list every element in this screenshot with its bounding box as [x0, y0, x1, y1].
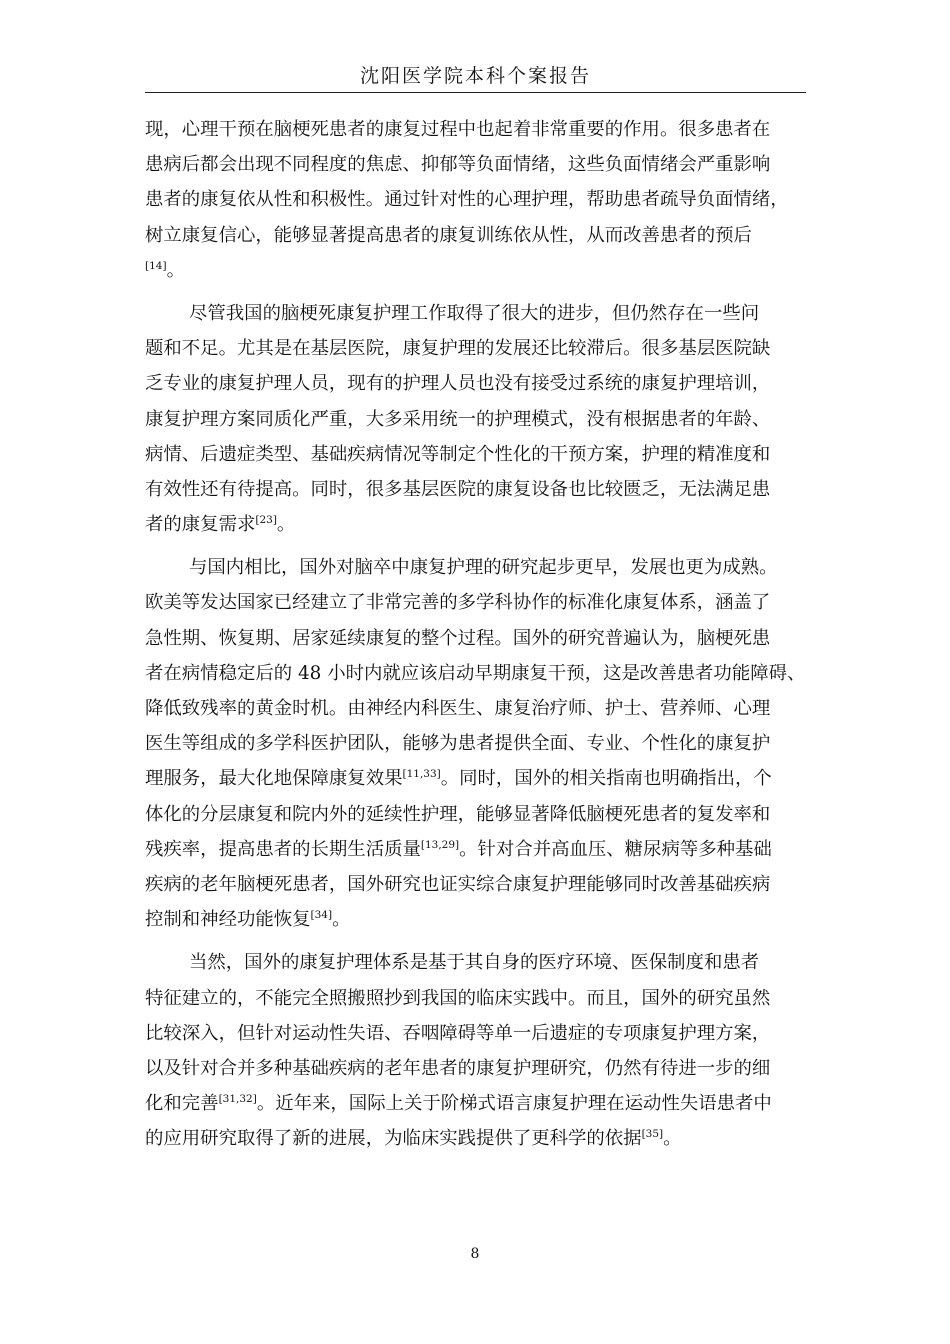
text-line: [145, 550, 810, 585]
paragraph: [145, 296, 810, 542]
text-run: 体化的分层康复和院内外的延续性护理，能够显著降低脑梗死患者的复发率和: [145, 803, 771, 825]
report-body: [145, 112, 810, 1156]
text-run: 有效性还有待提高。同时，很多基层医院的康复设备也比较匮乏，无法满足患: [145, 478, 771, 500]
text-run: 。: [332, 909, 351, 931]
paragraph-gap: [145, 937, 810, 945]
citation-superscript: [14]: [145, 259, 167, 272]
text-run: 与国内相比，国外对脑卒中康复护理的研究起步更早，发展也更为成熟。: [189, 557, 778, 579]
text-line: [145, 437, 810, 472]
text-line: [145, 797, 810, 832]
text-line: [145, 218, 810, 253]
text-line: [145, 147, 810, 182]
text-run: 患病后都会出现不同程度的焦虑、抑郁等负面情绪，这些负面情绪会严重影响: [145, 154, 771, 176]
text-run: 降低致残率的黄金时机。由神经内科医生、康复治疗师、护士、营养师、心理: [145, 698, 771, 719]
text-run: 患者的康复依从性和积极性。通过针对性的心理护理，帮助患者疏导负面情绪，: [145, 189, 789, 211]
text-line: [145, 761, 810, 796]
text-run: 的应用研究取得了新的进展，为临床实践提供了更科学的依据: [145, 1128, 642, 1150]
text-line: [145, 253, 810, 288]
text-run: 树立康复信心，能够显著提高患者的康复训练依从性，从而改善患者的预后: [145, 224, 752, 246]
text-line: [145, 981, 810, 1016]
text-run: 控制和神经功能恢复: [145, 909, 311, 931]
text-run: 以及针对合并多种基础疾病的老年患者的康复护理研究，仍然有待进一步的细: [145, 1057, 771, 1079]
citation-superscript: [13,29]: [420, 838, 460, 851]
paragraph: [145, 945, 810, 1156]
text-run: 乏专业的康复护理人员，现有的护理人员也没有接受过系统的康复护理培训，: [145, 373, 771, 395]
text-run: 。: [276, 514, 296, 536]
text-run: 者的康复需求: [145, 514, 256, 536]
text-run: 比较深入，但针对运动性失语、吞咽障碍等单一后遗症的专项康复护理方案，: [145, 1022, 771, 1044]
citation-superscript: [35]: [641, 1128, 664, 1141]
text-line: [145, 1086, 810, 1121]
text-line: [145, 402, 810, 437]
text-run: 。: [663, 1128, 682, 1150]
text-line: [145, 867, 810, 902]
text-run: 病情、后遗症类型、基础疾病情况等制定个性化的干预方案，护理的精准度和: [145, 443, 771, 465]
citation-superscript: [31,32]: [218, 1093, 257, 1106]
text-run: 理服务，最大化地保障康复效果: [145, 768, 403, 790]
text-run: 疾病的老年脑梗死患者，国外研究也证实综合康复护理能够同时改善基础疾病: [145, 873, 771, 895]
text-run: 医生等组成的多学科医护团队，能够为患者提供全面、专业、个性化的康复护: [145, 733, 771, 755]
text-line: [145, 182, 810, 217]
text-run: 题和不足。尤其是在基层医院，康复护理的发展还比较滞后。很多基层医院缺: [145, 338, 771, 360]
text-line: [145, 621, 810, 656]
text-line: [145, 656, 810, 691]
paragraph-gap: [145, 288, 810, 296]
page-header-title: 沈阳医学院本科个案报告: [359, 65, 591, 87]
paragraph-gap: [145, 542, 810, 550]
header-rule: [145, 92, 806, 93]
text-line: [145, 331, 810, 366]
paragraph: [145, 550, 810, 937]
text-run: 。近年来，国际上关于阶梯式语言康复护理在运动性失语患者中: [256, 1093, 772, 1115]
citation-superscript: [11,33]: [402, 768, 441, 781]
text-run: 现，心理干预在脑梗死患者的康复过程中也起着非常重要的作用。很多患者在: [145, 119, 771, 140]
text-run: 化和完善: [145, 1093, 219, 1115]
text-line: [145, 902, 810, 937]
paragraph: [145, 112, 810, 288]
text-run: 当然，国外的康复护理体系是基于其自身的医疗环境、医保制度和患者: [189, 952, 760, 974]
text-line: [145, 585, 810, 620]
text-run: 尽管我国的脑梗死康复护理工作取得了很大的进步，但仍然存在一些问: [189, 302, 760, 324]
text-line: [145, 296, 810, 331]
text-run: 残疾率，提高患者的长期生活质量: [145, 838, 421, 860]
text-line: [145, 1121, 810, 1156]
text-line: [145, 472, 810, 507]
text-line: [145, 1016, 810, 1051]
text-line: [145, 691, 810, 726]
page-number: 8: [470, 1246, 480, 1262]
text-run: 特征建立的，不能完全照搬照抄到我国的临床实践中。而且，国外的研究虽然: [145, 987, 771, 1009]
text-line: [145, 112, 810, 147]
text-line: [145, 366, 810, 401]
text-run: 急性期、恢复期、居家延续康复的整个过程。国外的研究普遍认为，脑梗死患: [145, 627, 771, 649]
text-run: 者在病情稳定后的 48 小时内就应该启动早期康复干预，这是改善患者功能障碍、: [145, 662, 806, 684]
text-line: [145, 726, 810, 761]
text-run: 。: [166, 259, 185, 281]
text-run: 康复护理方案同质化严重，大多采用统一的护理模式，没有根据患者的年龄、: [145, 408, 771, 430]
text-run: 欧美等发达国家已经建立了非常完善的多学科协作的标准化康复体系，涵盖了: [145, 592, 771, 614]
text-line: [145, 832, 810, 867]
text-run: 。同时，国外的相关指南也明确指出，个: [440, 768, 772, 790]
text-line: [145, 1051, 810, 1086]
text-line: [145, 945, 810, 980]
text-line: [145, 507, 810, 542]
citation-superscript: [34]: [310, 909, 333, 922]
text-run: 。针对合并高血压、糖尿病等多种基础: [459, 838, 772, 860]
citation-superscript: [23]: [255, 514, 277, 527]
